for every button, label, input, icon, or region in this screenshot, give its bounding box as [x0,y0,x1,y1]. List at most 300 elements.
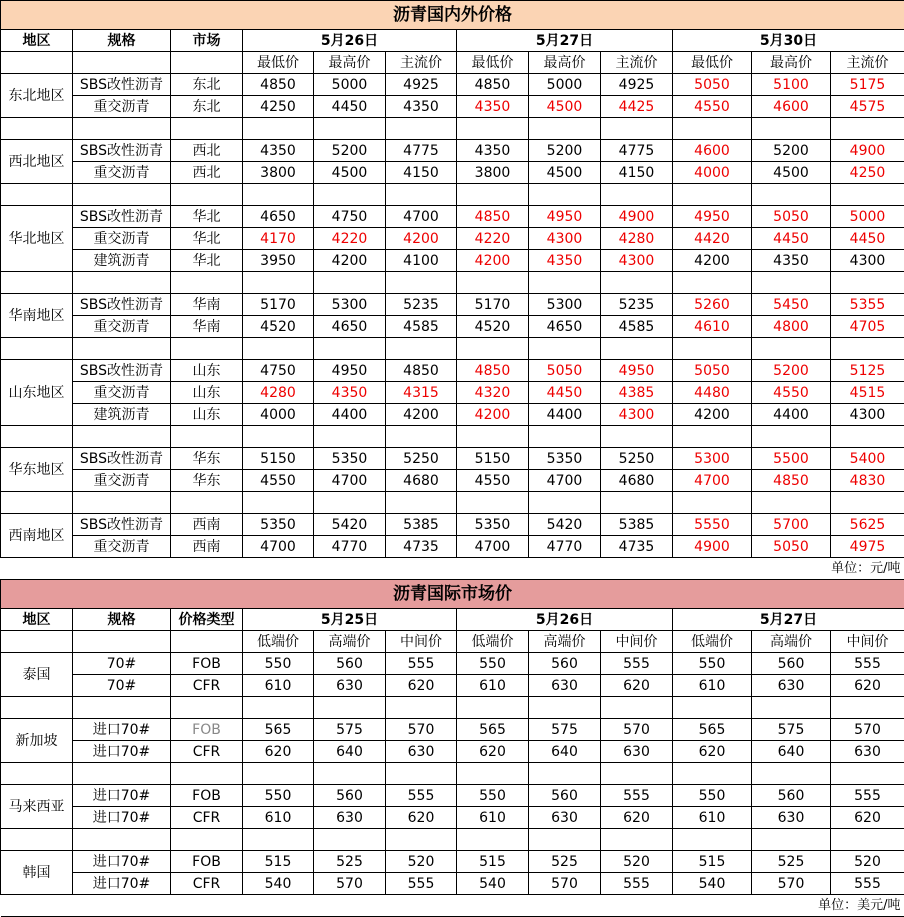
price-cell: 540 [673,873,752,895]
price-cell: 4500 [314,162,386,184]
header-date-2: 5月27日 [457,30,673,52]
price-cell: 4900 [831,140,904,162]
price-cell: 630 [314,675,386,697]
price-cell: 5125 [831,360,904,382]
price-cell: 5000 [529,74,601,96]
price-cell: 640 [752,741,831,763]
price-cell: 5000 [314,74,386,96]
price-cell: 560 [314,785,386,807]
price-cell: 550 [457,653,529,675]
price-cell: 575 [752,719,831,741]
spec-cell: SBS改性沥青 [73,206,171,228]
price-cell: 4950 [673,206,752,228]
spec-cell: 重交沥青 [73,316,171,338]
price-cell: 5300 [529,294,601,316]
market-cell: 西南 [171,514,243,536]
price-cell: 525 [752,851,831,873]
intl-header-ptype: 价格类型 [171,609,243,631]
table-row [1,653,904,675]
price-cell: 4320 [457,382,529,404]
price-cell: 555 [601,653,673,675]
price-cell: 4950 [601,360,673,382]
price-cell: 570 [386,719,457,741]
spec-cell: 进口70# [73,741,171,763]
price-cell: 5700 [752,514,831,536]
price-cell: 4420 [673,228,752,250]
price-cell: 4250 [831,162,904,184]
price-cell: 5625 [831,514,904,536]
price-cell: 5200 [314,140,386,162]
table-row [1,514,904,536]
market-cell: 山东 [171,360,243,382]
price-cell: 630 [386,741,457,763]
price-cell: 5000 [831,206,904,228]
ptype-cell: CFR [171,873,243,895]
price-cell: 555 [386,785,457,807]
price-cell: 3950 [243,250,314,272]
subheader-1: 高端价 [314,631,386,653]
price-cell: 4550 [243,470,314,492]
price-cell: 4520 [243,316,314,338]
price-cell: 5350 [243,514,314,536]
price-cell: 4350 [314,382,386,404]
table-row [1,741,904,763]
price-cell: 5050 [673,360,752,382]
price-cell: 4350 [457,96,529,118]
price-cell: 4450 [314,96,386,118]
price-cell: 4400 [314,404,386,426]
subheader-1: 高端价 [529,631,601,653]
price-cell: 630 [752,675,831,697]
price-cell: 4650 [529,316,601,338]
region-cell: 泰国 [1,653,73,697]
price-cell: 4850 [457,74,529,96]
market-cell: 华南 [171,294,243,316]
header-spec: 规格 [73,30,171,52]
price-cell: 550 [243,653,314,675]
header-date-1: 5月26日 [243,30,457,52]
spec-cell: 进口70# [73,873,171,895]
region-cell: 西南地区 [1,514,73,558]
price-cell: 4220 [457,228,529,250]
intl-header-date-1: 5月25日 [243,609,457,631]
table-row [1,294,904,316]
price-cell: 620 [243,741,314,763]
price-cell: 550 [673,653,752,675]
price-cell: 5170 [457,294,529,316]
price-cell: 4700 [673,470,752,492]
domestic-title: 沥青国内外价格 [1,1,904,30]
table-row [1,382,904,404]
price-cell: 630 [529,675,601,697]
ptype-cell: FOB [171,851,243,873]
price-cell: 4550 [673,96,752,118]
price-cell: 555 [601,785,673,807]
price-cell: 4200 [673,250,752,272]
header-date-3: 5月30日 [673,30,904,52]
price-cell: 560 [529,653,601,675]
price-cell: 3800 [243,162,314,184]
price-cell: 515 [243,851,314,873]
price-cell: 4950 [314,360,386,382]
spec-cell: SBS改性沥青 [73,294,171,316]
table-row [1,873,904,895]
price-cell: 560 [314,653,386,675]
market-cell: 华北 [171,250,243,272]
price-cell: 620 [386,675,457,697]
price-cell: 630 [831,741,904,763]
price-cell: 4200 [314,250,386,272]
price-cell: 5235 [386,294,457,316]
price-cell: 5400 [831,448,904,470]
spec-cell: 重交沥青 [73,162,171,184]
price-cell: 5385 [601,514,673,536]
subheader-0: 低端价 [243,631,314,653]
price-cell: 4705 [831,316,904,338]
price-cell: 4150 [386,162,457,184]
price-cell: 4925 [386,74,457,96]
spec-cell: 70# [73,675,171,697]
market-cell: 西北 [171,162,243,184]
price-cell: 610 [457,807,529,829]
price-cell: 4700 [529,470,601,492]
table-row [1,228,904,250]
price-cell: 5300 [314,294,386,316]
subheader-0: 最低价 [673,52,752,74]
price-cell: 555 [831,785,904,807]
price-cell: 5175 [831,74,904,96]
subheader-0: 最低价 [457,52,529,74]
spec-cell: SBS改性沥青 [73,74,171,96]
spacer-row [1,272,904,294]
price-cell: 5355 [831,294,904,316]
price-cell: 5350 [529,448,601,470]
price-cell: 4280 [243,382,314,404]
price-cell: 4200 [457,250,529,272]
table-row [1,316,904,338]
price-cell: 4950 [529,206,601,228]
price-cell: 5450 [752,294,831,316]
price-cell: 4850 [457,360,529,382]
price-cell: 4500 [529,162,601,184]
price-cell: 630 [314,807,386,829]
price-cell: 560 [752,653,831,675]
subheader-1: 高端价 [752,631,831,653]
region-cell: 华南地区 [1,294,73,338]
price-cell: 5300 [673,448,752,470]
price-cell: 4480 [673,382,752,404]
price-cell: 620 [386,807,457,829]
market-cell: 东北 [171,96,243,118]
price-cell: 4400 [529,404,601,426]
price-cell: 4280 [601,228,673,250]
price-cell: 4575 [831,96,904,118]
region-cell: 新加坡 [1,719,73,763]
price-cell: 555 [386,873,457,895]
price-cell: 555 [386,653,457,675]
spec-cell: 重交沥青 [73,470,171,492]
region-cell: 西北地区 [1,140,73,184]
table-row [1,360,904,382]
market-cell: 东北 [171,74,243,96]
price-cell: 4220 [314,228,386,250]
price-cell: 610 [457,675,529,697]
market-cell: 华东 [171,448,243,470]
price-cell: 4600 [752,96,831,118]
price-cell: 5050 [673,74,752,96]
spacer-row [1,763,904,785]
price-cell: 570 [831,719,904,741]
international-title: 沥青国际市场价 [1,580,904,609]
table-row [1,140,904,162]
table-row [1,807,904,829]
price-cell: 4350 [386,96,457,118]
spec-cell: 重交沥青 [73,536,171,558]
price-cell: 570 [752,873,831,895]
price-cell: 5385 [386,514,457,536]
spec-cell: 建筑沥青 [73,404,171,426]
ptype-cell: FOB [171,719,243,741]
price-cell: 4300 [601,250,673,272]
price-cell: 565 [243,719,314,741]
price-cell: 520 [831,851,904,873]
subheader-2: 主流价 [601,52,673,74]
spec-cell: SBS改性沥青 [73,360,171,382]
price-cell: 4700 [243,536,314,558]
price-cell: 520 [601,851,673,873]
header-market: 市场 [171,30,243,52]
price-cell: 525 [314,851,386,873]
price-cell: 550 [457,785,529,807]
price-cell: 4775 [601,140,673,162]
price-cell: 525 [529,851,601,873]
spec-cell: 重交沥青 [73,96,171,118]
price-cell: 4750 [243,360,314,382]
table-row [1,74,904,96]
price-cell: 3800 [457,162,529,184]
price-cell: 4300 [831,404,904,426]
price-cell: 5050 [752,206,831,228]
spacer-row [1,829,904,851]
price-cell: 4830 [831,470,904,492]
price-cell: 555 [601,873,673,895]
header-region: 地区 [1,30,73,52]
price-cell: 4300 [529,228,601,250]
spec-cell: SBS改性沥青 [73,514,171,536]
price-cell: 4385 [601,382,673,404]
price-cell: 4170 [243,228,314,250]
price-cell: 565 [457,719,529,741]
price-cell: 540 [457,873,529,895]
table-row [1,536,904,558]
price-cell: 4735 [601,536,673,558]
ptype-cell: CFR [171,675,243,697]
table-row [1,250,904,272]
price-cell: 5420 [529,514,601,536]
price-cell: 5550 [673,514,752,536]
price-cell: 4200 [386,404,457,426]
price-cell: 4350 [752,250,831,272]
international-unit: 单位：美元/吨 [1,895,904,917]
price-cell: 570 [601,719,673,741]
ptype-cell: CFR [171,741,243,763]
price-cell: 5050 [752,536,831,558]
price-cell: 550 [673,785,752,807]
price-cell: 4700 [386,206,457,228]
price-cell: 4850 [386,360,457,382]
price-cell: 4900 [673,536,752,558]
table-row [1,206,904,228]
price-cell: 5260 [673,294,752,316]
spec-cell: SBS改性沥青 [73,140,171,162]
price-cell: 515 [457,851,529,873]
price-cell: 610 [243,675,314,697]
subheader-2: 主流价 [386,52,457,74]
price-cell: 4650 [314,316,386,338]
price-cell: 4315 [386,382,457,404]
market-cell: 山东 [171,382,243,404]
spacer-row [1,338,904,360]
price-cell: 4770 [314,536,386,558]
spacer-row [1,184,904,206]
price-cell: 5170 [243,294,314,316]
table-row [1,162,904,184]
price-cell: 640 [529,741,601,763]
price-cell: 5050 [529,360,601,382]
intl-header-date-3: 5月27日 [673,609,904,631]
price-cell: 570 [529,873,601,895]
price-cell: 4300 [601,404,673,426]
price-cell: 4975 [831,536,904,558]
price-cell: 4680 [386,470,457,492]
market-cell: 华北 [171,206,243,228]
price-cell: 620 [601,807,673,829]
subheader-2: 主流价 [831,52,904,74]
price-cell: 5235 [601,294,673,316]
price-cell: 610 [243,807,314,829]
table-row [1,448,904,470]
price-cell: 4450 [529,382,601,404]
subheader-1: 最高价 [529,52,601,74]
price-cell: 4450 [752,228,831,250]
subheader-2: 中间价 [601,631,673,653]
price-cell: 4800 [752,316,831,338]
region-cell: 韩国 [1,851,73,895]
price-cell: 4650 [243,206,314,228]
price-cell: 565 [673,719,752,741]
spec-cell: 重交沥青 [73,228,171,250]
spacer-row [1,426,904,448]
price-cell: 4610 [673,316,752,338]
subheader-0: 低端价 [457,631,529,653]
price-cell: 560 [752,785,831,807]
price-cell: 5200 [752,360,831,382]
price-cell: 515 [673,851,752,873]
price-cell: 630 [601,741,673,763]
market-cell: 西北 [171,140,243,162]
price-cell: 520 [386,851,457,873]
price-cell: 5200 [529,140,601,162]
spec-cell: 进口70# [73,785,171,807]
spacer-row [1,697,904,719]
market-cell: 西南 [171,536,243,558]
subheader-0: 最低价 [243,52,314,74]
price-cell: 5100 [752,74,831,96]
spec-cell: 进口70# [73,719,171,741]
spec-cell: 70# [73,653,171,675]
price-cell: 5250 [601,448,673,470]
table-row [1,675,904,697]
price-cell: 4400 [752,404,831,426]
price-cell: 4450 [831,228,904,250]
table-row [1,719,904,741]
price-cell: 4500 [752,162,831,184]
price-cell: 540 [243,873,314,895]
price-cell: 5350 [314,448,386,470]
price-cell: 550 [243,785,314,807]
price-cell: 4200 [386,228,457,250]
price-cell: 555 [831,653,904,675]
table-row [1,851,904,873]
price-cell: 4000 [243,404,314,426]
price-cell: 570 [314,873,386,895]
region-cell: 马来西亚 [1,785,73,829]
intl-header-date-2: 5月26日 [457,609,673,631]
intl-header-region: 地区 [1,609,73,631]
price-cell: 5200 [752,140,831,162]
price-cell: 4100 [386,250,457,272]
price-cell: 4350 [243,140,314,162]
table-row [1,404,904,426]
region-cell: 华北地区 [1,206,73,272]
table-row [1,785,904,807]
region-cell: 东北地区 [1,74,73,118]
spec-cell: 进口70# [73,807,171,829]
price-cell: 560 [529,785,601,807]
price-cell: 5500 [752,448,831,470]
price-cell: 5250 [386,448,457,470]
ptype-cell: FOB [171,785,243,807]
price-cell: 620 [831,807,904,829]
market-cell: 山东 [171,404,243,426]
price-cell: 4350 [457,140,529,162]
price-cell: 4680 [601,470,673,492]
price-cell: 5150 [243,448,314,470]
domestic-unit: 单位：元/吨 [1,558,904,580]
ptype-cell: CFR [171,807,243,829]
spacer-row [1,492,904,514]
price-cell: 4515 [831,382,904,404]
price-cell: 4500 [529,96,601,118]
price-cell: 4200 [457,404,529,426]
price-cell: 640 [314,741,386,763]
spec-cell: 重交沥青 [73,382,171,404]
price-cell: 610 [673,807,752,829]
spec-cell: 进口70# [73,851,171,873]
price-cell: 5150 [457,448,529,470]
price-cell: 5420 [314,514,386,536]
price-cell: 4425 [601,96,673,118]
price-cell: 4585 [601,316,673,338]
price-cell: 4700 [457,536,529,558]
subheader-2: 中间价 [386,631,457,653]
subheader-1: 最高价 [314,52,386,74]
price-cell: 620 [457,741,529,763]
market-cell: 华北 [171,228,243,250]
price-cell: 4600 [673,140,752,162]
price-cell: 4735 [386,536,457,558]
price-cell: 575 [314,719,386,741]
